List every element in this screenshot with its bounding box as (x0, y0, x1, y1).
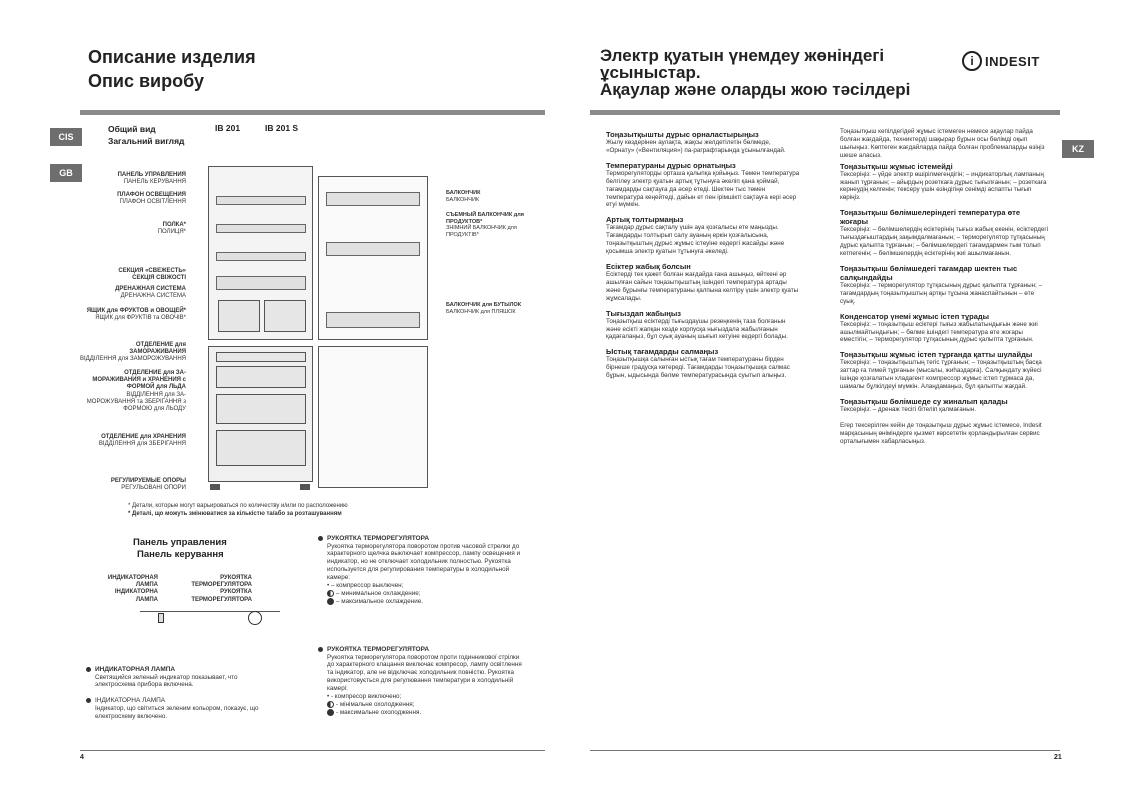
bullet-icon (318, 536, 323, 541)
problem-heading: Тоңазытқыш бөлімшедегі тағамдар шектен тыс салқындайды (840, 263, 1018, 282)
freezer-drawer (216, 366, 306, 388)
panel-title-ru: Панель управления (133, 537, 227, 548)
label-fresh-section: СЕКЦИЯ «СВЕЖЕСТЬ» СЕКЦІЯ СВІЖОСТІ (118, 268, 186, 282)
tip-heading: Ыстық тағамдарды салмаңыз (606, 347, 719, 357)
problem-heading: Тоңазытқыш жұмыс істемейді (840, 161, 953, 171)
page-title-ru: Описание изделия (88, 47, 256, 67)
door-balcony (326, 242, 420, 256)
label-control-panel: ПАНЕЛЬ УПРАВЛЕНИЯ ПАНЕЛЬ КЕРУВАННЯ (117, 172, 186, 186)
problem-text: Тексеріңіз: – бөлімшелердің есіктерінің тығыз жабық екенін, есіктердегі тығыздағыштардың зақымдалмағанын; – терморегулятор тұтқасының дұрыс қалыпта тұрғанын; – бөлімшелердегі тағамдармен тым толып кетпегенін; – бөлімшелердің есіктерінің жиі ашылмағанын. (840, 226, 1049, 257)
label-balcony: БАЛКОНЧИК БАЛКОНЧИК (446, 190, 481, 203)
freezer-drawer (216, 430, 306, 466)
problem-heading: Конденсатор үнемі жұмыс істеп тұрады (840, 311, 990, 321)
door-balcony (326, 312, 420, 328)
fridge-feet (210, 484, 220, 490)
brand-name: INDESIT (985, 53, 1040, 69)
label-storage-compartment: ОТДЕЛЕНИЕ для ХРАНЕНИЯ ВІДДІЛЕННЯ для ЗБЕРІГАННЯ (98, 434, 186, 448)
thermostat-knob-icon[interactable] (248, 611, 262, 625)
vegetable-drawer (218, 300, 260, 332)
problem-text: Тексеріңіз: – дренаж тесігі бітеліп қалмағанын. (840, 405, 976, 413)
label-freezing-compartment: ОТДЕЛЕНИЕ для ЗАМОРАЖИВАНИЯ ВІДДІЛЕННЯ для ЗАМОРОЖУВАННЯ (80, 342, 186, 363)
bullet-icon (318, 647, 323, 652)
label-feet: РЕГУЛИРУЕМЫЕ ОПОРЫ РЕГУЛЬОВАНІ ОПОРИ (110, 478, 186, 492)
knob-description-ru: РУКОЯТКА ТЕРМОРЕГУЛЯТОРА Рукоятка терморегулятора поворотом против часовой стрелки до характерного щелчка выключает компрессор, лампу освещения и индикатор, но не отключает холодильник полностью. Рукоятка используется для регулирования температуры в холодильной камере: • – компрессор выключен; – минимальное охлаждение; – максимальное охлаждение. (318, 535, 528, 606)
tip-heading: Тоңазытқышты дұрыс орналастырыңыз (606, 130, 759, 139)
fridge-shelf (216, 196, 306, 205)
tip-text: Тоңазытқыш есіктерді тығыздаушы резеңкенің таза болғанын және есікті жапқан кезде корпусқа нығыздала жабылғанын қадағалаңыз, бұл суық ауаның шығып кетуіне кедергі болады. (606, 317, 788, 341)
label-lamp: ПЛАФОН ОСВЕЩЕНИЯ ПЛАФОН ОСВІТЛЕННЯ (117, 192, 186, 206)
bullet-icon (86, 667, 91, 672)
note-uk: * Деталі, що можуть змінюватися за кількістю та/або за розташуванням (128, 510, 342, 517)
overview-title (108, 123, 184, 147)
fridge-illustration (200, 162, 440, 492)
label-removable-balcony: СЪЕМНЫЙ БАЛКОНЧИК для ПРОДУКТОВ* ЗНІМНИЙ БАЛКОНЧИК для ПРОДУКТІВ* (446, 212, 524, 239)
fridge-feet (300, 484, 310, 490)
troubleshooting-column (840, 128, 1050, 446)
page-number-right: 21 (1054, 754, 1062, 761)
vegetable-drawer (264, 300, 306, 332)
tip-heading: Температураны дұрыс орнатыңыз (606, 160, 736, 170)
page-title-uk: Опис виробу (88, 71, 204, 91)
bullet-icon (86, 698, 91, 703)
problem-text: Тексеріңіз: – үйде электр өшірілмегендігін; – индикаторлық лампаның жанып тұрғанын; – айырдың розеткаға дұрыс тығылғанын; – розеткаға кернеудің келгенін; тексеру үшін өзіндігіңе сенімді аспапты тығып көріңіз. (840, 170, 1047, 202)
freezer-door (318, 346, 428, 488)
overview-ru: Общий вид (108, 124, 156, 134)
note-ru: * Детали, которые могут варьироваться по количеству и/или по расположению (128, 503, 348, 509)
tab-cis[interactable]: CIS (50, 128, 82, 146)
control-panel-title (133, 537, 227, 561)
tip-heading: Артық толтырмаңыз (606, 215, 684, 225)
problem-text: Тексеріңіз: – терморегулятор тұтқасының дұрыс қалыпта тұрғанын; – тағамдардың тоңазытқыштың артқы тұсына жанаспайтынын – өте суық. (840, 281, 1043, 305)
label-ice-compartment: ОТДЕЛЕНИЕ для ЗА-МОРАЖИВАНИЯ и ХРАНЕНИЯ с ФОРМОЙ для ЛЬДА ВІДДІЛЕННЯ для ЗА-МОРОЖУВАННЯ та ЗБЕРІГАННЯ з ФОРМОЮ для ЛЬОДУ (86, 370, 186, 413)
problem-heading: Тоңазытқыш жұмыс істеп тұрғанда қатты шулайды (840, 350, 1033, 360)
page-number-left: 4 (80, 754, 84, 761)
label-bottle-balcony: БАЛКОНЧИК для БУТЫЛОК БАЛКОНЧИК для ПЛЯШОК (446, 302, 522, 315)
tip-heading: Тығыздап жабыңыз (606, 308, 681, 318)
label-drainage: ДРЕНАЖНАЯ СИСТЕМА ДРЕНАЖНА СИСТЕМА (115, 286, 186, 300)
label-vegetable-drawer: ЯЩИК для ФРУКТОВ и ОВОЩЕЙ* ЯЩИК для ФРУКТІВ та ОВОЧІВ* (86, 308, 186, 322)
variation-note (128, 503, 458, 518)
control-panel-diagram (100, 575, 280, 630)
overview-uk: Загальний вигляд (108, 136, 185, 146)
label-shelf: ПОЛКА* ПОЛИЦЯ* (157, 222, 186, 236)
tip-heading: Есіктер жабық болсын (606, 261, 691, 271)
tip-text: Тоңазытқышқа салынған ыстық тағам температураны бірден бірнеше градусқа көтереді. Тағамдарды тоңазытқышқа салмас бұрын, ыдысында бөлме температурасында суытып алыңыз. (606, 356, 790, 380)
indesit-logo (962, 51, 1040, 71)
model-2: IB 201 S (265, 123, 299, 133)
problem-text: Тексеріңіз: – тоңазытқыш есіктері тығыз жабылатындығын және жиі ашылмайтындығын; – бөлме ішіндегі температура өте жоғары еместігін; – терморегулятор тұтқасының дұрыс қалыпта тұрғанын. (840, 320, 1038, 344)
indicator-description: ИНДИКАТОРНАЯ ЛАМПА Светящийся зеленый индикатор показывает, что электросхема прибора включена. ІНДИКАТОРНА ЛАМПА Індикатор, що світиться зеленим кольором, показує, що електросхему включено. (86, 666, 276, 721)
tip-text: Есіктерді тек қажет болған жағдайда ғана ашыңыз, өйткені әр ашылған сайын тоңазытқыштың ішіндегі температура артады және бұрынғы температураны қалпына келтіру үшін электр қуаты жұмсалады. (606, 270, 799, 302)
header-rule-left (80, 110, 545, 115)
header-rule-right (590, 110, 1060, 115)
tip-text: Терморегуляторды орташа қалыпқа қойыңыз. Төмен температура белгілеу электр қуатын артық тұтынуға әкеліп қана қоймай, тағамдарды сақтауға да әсер етеді. Шектен тыс төмен температура кеңейтеді, дайын ет пен ірімшікті сақтауға кері әсер етуі мүмкін. (606, 169, 800, 209)
knob-label: РУКОЯТКА ТЕРМОРЕГУЛЯТОРА РУКОЯТКА ТЕРМОРЕГУЛЯТОРА (191, 575, 252, 603)
tab-kz[interactable]: KZ (1062, 140, 1094, 158)
problem-heading: Тоңазытқыш бөлімшелеріндегі температура өте жоғары (840, 208, 1021, 227)
troubleshooting-intro: Тоңазытқыш кепілдегідей жұмыс істемеген немесе ақаулар пайда болған жағдайда, техниктерді шақырар бұрын осы бөлімді оқып шығыңыз. Көптеген жағдайларда пайда болған проблемаларды өзіңіз шеше аласыз. (840, 128, 1045, 159)
freezer-drawer (216, 352, 306, 362)
tip-text: Тағамдар дұрыс сақталу үшін ауа қозғалысы ете маңызды. Тағамдарды толтырып салу ауаның еркін қозғалысына, тоңазытқыштың дұрыс жұмыс істеуіне кедергі жасайды және қосымша электр қуатын тұтынуға әкеледі. (606, 224, 785, 256)
model-1: IB 201 (215, 123, 241, 133)
tab-gb[interactable]: GB (50, 164, 82, 182)
door-balcony (326, 192, 420, 206)
indicator-label: ИНДИКАТОРНАЯ ЛАМПА ІНДИКАТОРНА ЛАМПА (107, 575, 158, 603)
footer-rule-right (590, 750, 1060, 751)
freezer-drawer (216, 394, 306, 424)
min-cooling-icon (327, 590, 334, 597)
indicator-lamp-icon (158, 613, 164, 623)
tips-column (606, 124, 800, 380)
min-cooling-icon (327, 701, 334, 708)
problem-heading: Тоңазытқыш бөлімшеде су жиналып қалады (840, 396, 1008, 406)
footer-rule-left (80, 750, 545, 751)
problem-text: Тексеріңіз: – тоңазытқыштың тегіс тұрғанын; – тоңазытқыштың басқа заттар ға тимей тұрғанын (мысалы, жиһаздарға). Салқындату жүйесі ішінде қозғалатын хладагент компрессор жұмыс істеп тұрмаса да, шамалы бұлкілдеуі мүмкін. Алаңдамаңыз, бұл қалыпты жағдай. (840, 359, 1042, 391)
max-cooling-icon (327, 598, 334, 605)
indesit-logo-icon: i (962, 51, 982, 71)
knob-description-uk: РУКОЯТКА ТЕРМОРЕГУЛЯТОРА Рукоятка терморегулятора поворотом проти годинникової стрілки до характерного клацання виключає компресор, лампу освітлення та індикатор, але не відключає холодильник повністю. Рукоятка використовується для регулювання температури в холодильній камері: • - компресор виключено; - мінімальне охолодження; - максимальне охолодження. (318, 646, 528, 717)
tip-text: Жылу көздерінен аулақта, жақсы желдетілетін бөлмеде, «Орнату» («Вентиляция») па-раграфтарында ұсынылғандай. (606, 139, 786, 154)
max-cooling-icon (327, 709, 334, 716)
fresh-section (216, 276, 306, 290)
page-title-kz: Электр қуатын үнемдеу жөніндегі ұсыныстар. Ақаулар және оларды жою тәсілдері (600, 46, 911, 99)
fridge-shelf (216, 252, 306, 261)
service-note: Егер тексерілген кейін де тоңазытқыш дұрыс жұмыс істемесе, Indesit марқасының өніміндерге қызмет көрсететін қорландырылған сервис орталығымен хабарласыңыз. (840, 421, 1042, 445)
fridge-shelf (216, 224, 306, 233)
panel-title-uk: Панель керування (137, 549, 224, 560)
